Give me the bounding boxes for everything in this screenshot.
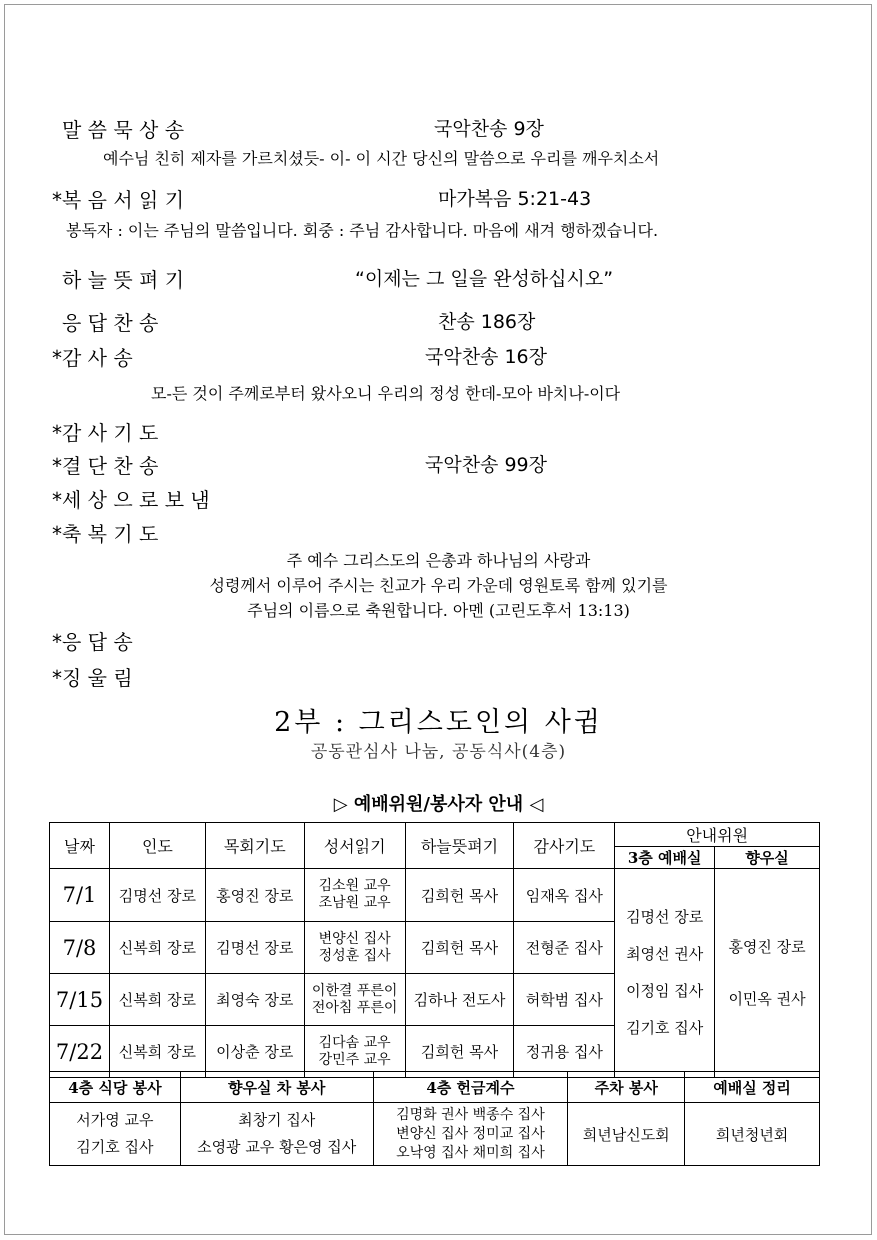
lead-cell: 김명선 장로	[109, 869, 205, 922]
header-offering: 4층 헌금계수	[373, 1072, 568, 1103]
header-sermon: 하늘뜻펴기	[405, 823, 514, 869]
left-arrow-icon: ◁	[529, 794, 544, 815]
volunteers-table	[49, 822, 820, 1078]
thanks-cell: 임재옥 집사	[514, 869, 615, 922]
lead-cell: 신복희 장로	[109, 974, 205, 1026]
right-arrow-icon: ▷	[333, 794, 348, 815]
header-thanks: 감사기도	[514, 823, 615, 869]
header-prayer: 목회기도	[205, 823, 304, 869]
liturgy-value: 찬송 186장	[438, 311, 536, 333]
sermon-cell: 김하나 전도사	[405, 974, 514, 1026]
cafeteria-cell: 서가영 교우 김기호 집사	[50, 1103, 181, 1166]
header-parking: 주차 봉사	[568, 1072, 685, 1103]
liturgy-response: 봉독자 : 이는 주님의 말씀입니다. 회중 : 주님 감사합니다. 마음에 새겨 행하겠습니다.	[66, 221, 659, 240]
liturgy-value: 국악찬송 16장	[425, 346, 547, 368]
offering-cell: 김명화 권사 백종수 집사 변양신 집사 정미교 집사 오낙영 집사 채미희 집사	[373, 1103, 568, 1166]
ushers-3f-cell: 김명선 장로 최영선 권사 이정임 집사 김기호 집사	[615, 869, 715, 1078]
parking-cell: 희년남신도회	[568, 1103, 685, 1166]
liturgy-value: 마가복음 5:21-43	[438, 188, 592, 210]
reading-cell: 이한결 푸른이 전아침 푸른이	[304, 974, 405, 1026]
date-cell: 7/1	[50, 869, 110, 922]
sermon-title: “이제는 그 일을 완성하십시오”	[355, 268, 614, 290]
sermon-cell: 김희헌 목사	[405, 1026, 514, 1078]
date-cell: 7/22	[50, 1026, 110, 1078]
volunteers-heading-text: 예배위원/봉사자 안내	[353, 794, 524, 815]
reading-cell: 변양신 집사 정성훈 집사	[304, 922, 405, 974]
liturgy-title: *축 복 기 도	[52, 522, 159, 546]
header-lead: 인도	[109, 823, 205, 869]
liturgy-title: *응 답 송	[52, 630, 133, 654]
benediction-line: 성령께서 이루어 주시는 친교가 우리 가운데 영원토록 함께 있기를	[209, 576, 668, 595]
lead-cell: 신복희 장로	[109, 922, 205, 974]
header-ushers-hyangu: 향우실	[715, 847, 820, 869]
reading-cell: 김소원 교우 조남원 교우	[304, 869, 405, 922]
liturgy-title: 응 답 찬 송	[62, 311, 159, 335]
header-ushers: 안내위원	[615, 823, 820, 847]
thanks-cell: 정귀용 집사	[514, 1026, 615, 1078]
prayer-cell: 이상춘 장로	[205, 1026, 304, 1078]
liturgy-lyrics: 모-든 것이 주께로부터 왔사오니 우리의 정성 한데-모아 바치나-이다	[151, 384, 621, 403]
liturgy-value: 국악찬송 99장	[425, 454, 547, 476]
liturgy-title: *감 사 송	[52, 346, 133, 370]
liturgy-title: 말 씀 묵 상 송	[62, 118, 185, 142]
liturgy-value: 국악찬송 9장	[434, 118, 544, 140]
benediction-line: 주님의 이름으로 축원합니다. 아멘 (고린도후서 13:13)	[247, 601, 630, 620]
header-ushers-3f: 3층 예배실	[615, 847, 715, 869]
liturgy-lyrics: 예수님 친히 제자를 가르치셨듯- 이- 이 시간 당신의 말씀으로 우리를 깨우치소서	[103, 149, 660, 168]
prayer-cell: 최영숙 장로	[205, 974, 304, 1026]
table-row	[50, 869, 820, 922]
liturgy-title: *복 음 서 읽 기	[52, 188, 185, 212]
liturgy-title: *세 상 으 로 보 냄	[52, 488, 210, 512]
header-tea: 향우실 차 봉사	[180, 1072, 373, 1103]
header-reading: 성서읽기	[304, 823, 405, 869]
liturgy-title: *결 단 찬 송	[52, 454, 159, 478]
service-table	[49, 1071, 820, 1166]
liturgy-title: 하 늘 뜻 펴 기	[62, 268, 185, 292]
liturgy-title: *감 사 기 도	[52, 421, 159, 445]
liturgy-title: *징 울 림	[52, 666, 133, 690]
reading-cell: 김다솜 교우 강민주 교우	[304, 1026, 405, 1078]
part2-subtitle: 공동관심사 나눔, 공동식사(4층)	[310, 742, 567, 762]
date-cell: 7/8	[50, 922, 110, 974]
header-date: 날짜	[50, 823, 110, 869]
date-cell: 7/15	[50, 974, 110, 1026]
benediction-line: 주 예수 그리스도의 은총과 하나님의 사랑과	[286, 551, 591, 570]
header-cafeteria: 4층 식당 봉사	[50, 1072, 181, 1103]
thanks-cell: 허학범 집사	[514, 974, 615, 1026]
prayer-cell: 김명선 장로	[205, 922, 304, 974]
lead-cell: 신복희 장로	[109, 1026, 205, 1078]
tea-cell: 최창기 집사 소영광 교우 황은영 집사	[180, 1103, 373, 1166]
cleanup-cell: 희년청년회	[685, 1103, 820, 1166]
volunteers-heading	[0, 790, 877, 816]
sermon-cell: 김희헌 목사	[405, 922, 514, 974]
thanks-cell: 전형준 집사	[514, 922, 615, 974]
part2-title: 2부 : 그리스도인의 사귐	[274, 707, 603, 738]
header-cleanup: 예배실 정리	[685, 1072, 820, 1103]
ushers-hyangu-cell: 홍영진 장로 이민옥 권사	[715, 869, 820, 1078]
sermon-cell: 김희헌 목사	[405, 869, 514, 922]
prayer-cell: 홍영진 장로	[205, 869, 304, 922]
